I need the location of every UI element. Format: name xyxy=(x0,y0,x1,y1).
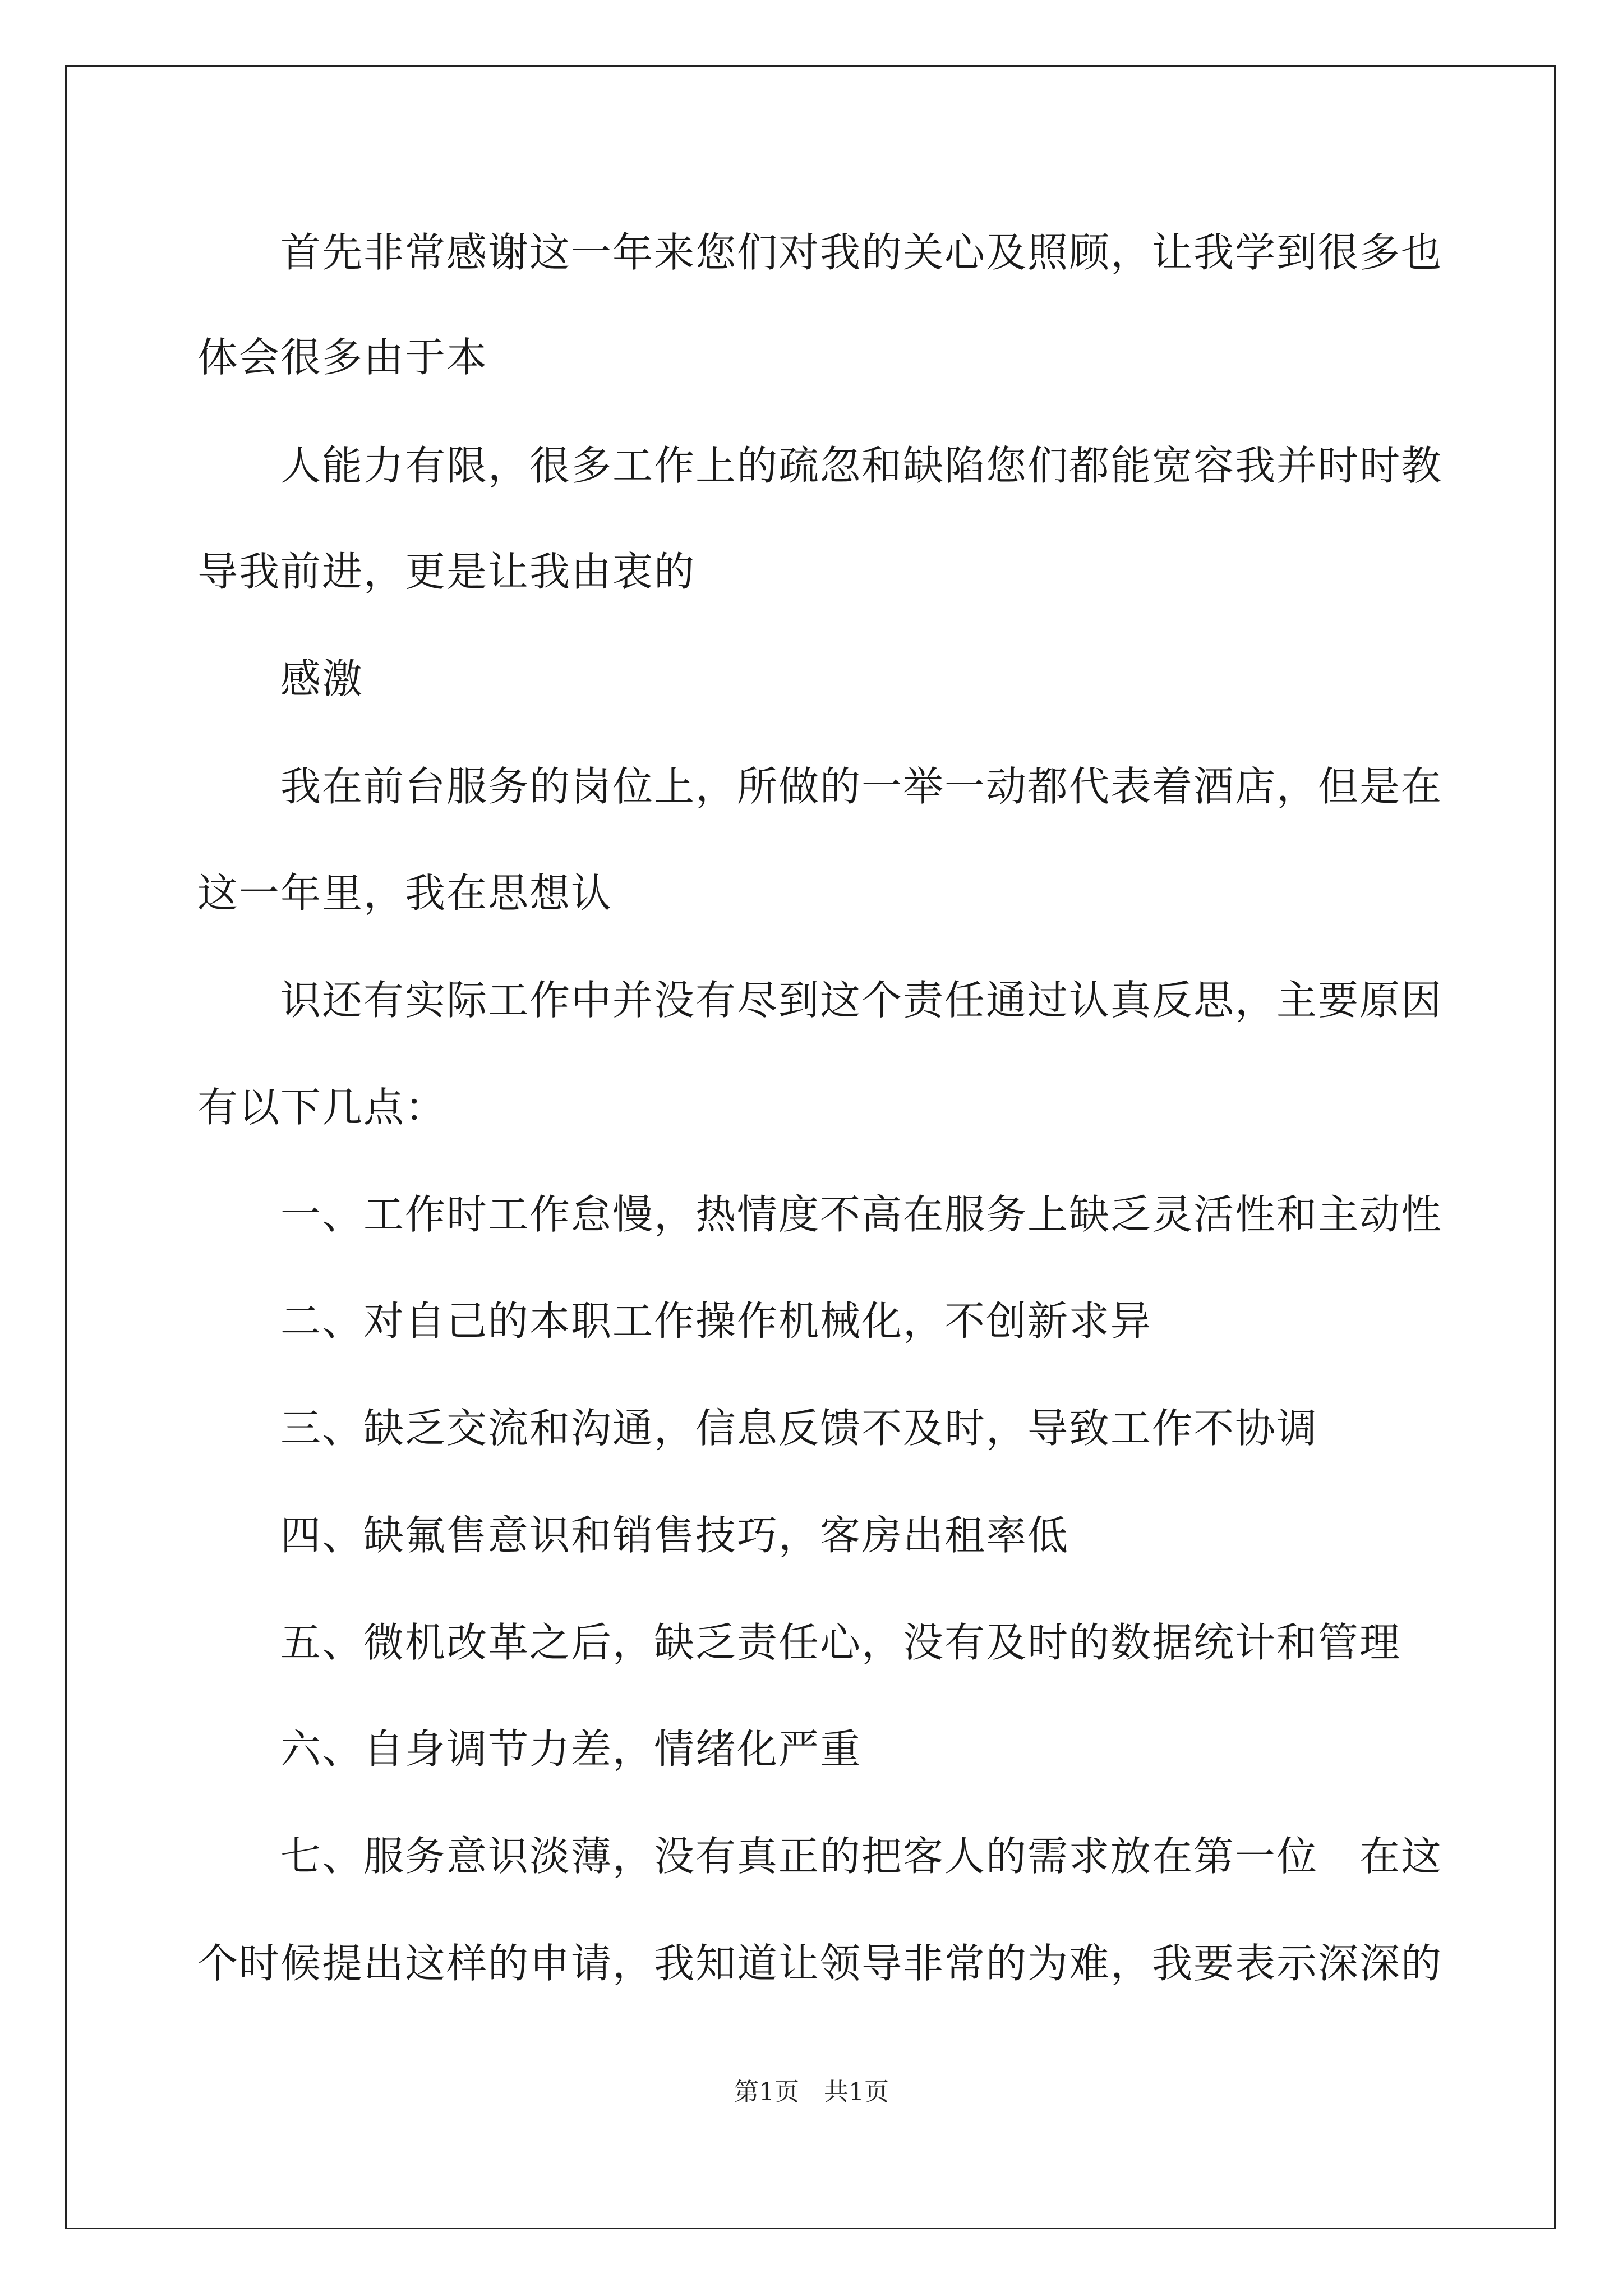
text-line-15: 六、自身调节力差，情绪化严重 xyxy=(280,1726,862,1773)
page-number-footer: 第1页 共1页 xyxy=(734,2078,889,2106)
text-line-4: 导我前进，更是让我由衷的 xyxy=(197,548,696,595)
text-line-2: 体会很多由于本 xyxy=(197,334,488,381)
text-line-11: 二、对自己的本职工作操作机械化，不创新求异 xyxy=(280,1297,1152,1345)
text-line-9: 有以下几点： xyxy=(197,1084,447,1131)
text-line-3: 人能力有限，很多工作上的疏忽和缺陷您们都能宽容我并时时教 xyxy=(280,442,1443,489)
text-line-16: 七、服务意识淡薄，没有真正的把客人的需求放在第一位 在这 xyxy=(280,1833,1443,1880)
text-line-13: 四、缺氟售意识和销售技巧，客房出租率低 xyxy=(280,1512,1069,1559)
text-line-14: 五、微机改革之后，缺乏责任心，没有及时的数据统计和管理 xyxy=(280,1619,1401,1666)
text-line-10: 一、工作时工作怠慢，热情度不高在服务上缺乏灵活性和主动性 xyxy=(280,1191,1443,1238)
text-line-7: 这一年里，我在思想认 xyxy=(197,869,613,917)
text-line-1: 首先非常感谢这一年来您们对我的关心及照顾，让我学到很多也 xyxy=(280,229,1443,276)
text-line-6: 我在前台服务的岗位上，所做的一举一动都代表着酒店，但是在 xyxy=(280,763,1443,810)
text-line-8: 识还有实际工作中并没有尽到这个责任通过认真反思，主要原因 xyxy=(280,977,1443,1024)
text-line-17: 个时候提出这样的申请，我知道让领导非常的为难，我要表示深深的 xyxy=(197,1940,1443,1987)
page-border xyxy=(65,65,1556,2229)
text-line-12: 三、缺乏交流和沟通，信息反馈不及时，导致工作不协调 xyxy=(280,1405,1318,1452)
text-line-5: 感激 xyxy=(280,655,364,702)
